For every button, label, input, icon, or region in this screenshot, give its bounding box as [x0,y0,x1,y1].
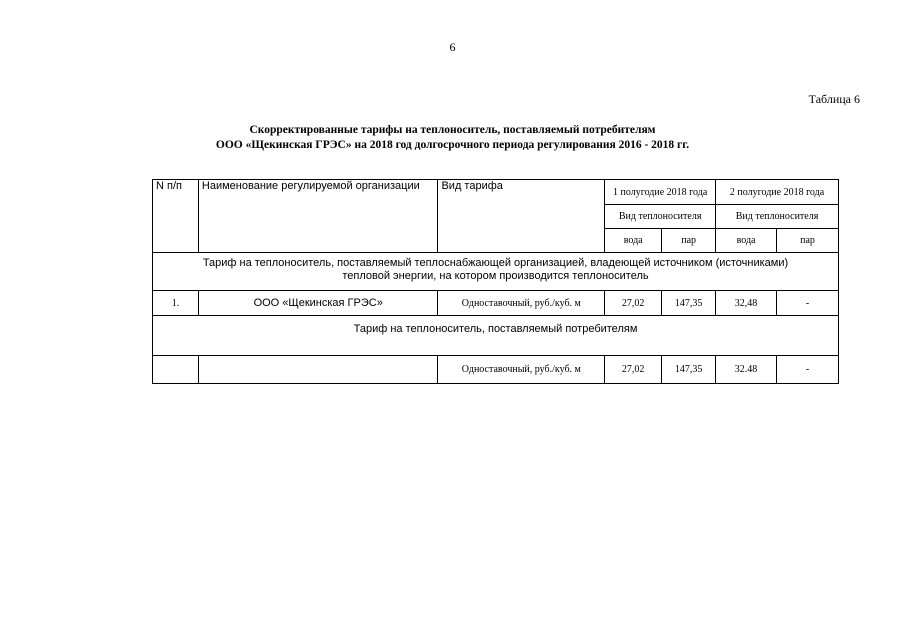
header-carrier-2: Вид теплоносителя [716,205,839,229]
row1-num: 1. [153,291,199,316]
section-title-2: Тариф на теплоноситель, поставляемый потребителям [153,316,839,356]
document-title [0,123,905,153]
header-num: N п/п [153,180,199,253]
page-number: 6 [449,40,456,54]
table-row [153,291,839,316]
header-water-2: вода [716,229,777,253]
header-organization: Наименование регулируемой организации [198,180,438,253]
row1-organization: ООО «Щекинская ГРЭС» [198,291,438,316]
row2-organization [198,356,438,384]
title-line-1: Скорректированные тарифы на теплоноситель, поставляемый потребителям [249,124,656,136]
header-steam-1: пар [662,229,716,253]
header-steam-2: пар [777,229,839,253]
title-line-2: ООО «Щекинская ГРЭС» на 2018 год долгосрочного периода регулирования 2016 - 2018 гг. [215,139,690,151]
row2-water-2: 32.48 [716,356,777,384]
header-water-1: вода [605,229,662,253]
header-half-1: 1 полугодие 2018 года [605,180,716,205]
header-tariff-type: Вид тарифа [438,180,605,253]
row2-num [153,356,199,384]
header-half-2: 2 полугодие 2018 года [716,180,839,205]
tariff-table [152,179,839,384]
row2-water-1: 27,02 [605,356,662,384]
table-row [153,356,839,384]
table-caption: Таблица 6 [808,92,860,106]
section-title-1: Тариф на теплоноситель, поставляемый теплоснабжающей организацией, владеющей источником (источниками) тепловой энергии, на котором производится теплоноситель [153,253,839,291]
row1-steam-1: 147,35 [662,291,716,316]
row1-steam-2: - [777,291,839,316]
header-carrier-1: Вид теплоносителя [605,205,716,229]
row2-steam-2: - [777,356,839,384]
row2-steam-1: 147,35 [662,356,716,384]
row1-water-2: 32,48 [716,291,777,316]
row1-tariff-type: Одноставочный, руб./куб. м [438,291,605,316]
row1-water-1: 27,02 [605,291,662,316]
row2-tariff-type: Одноставочный, руб./куб. м [438,356,605,384]
